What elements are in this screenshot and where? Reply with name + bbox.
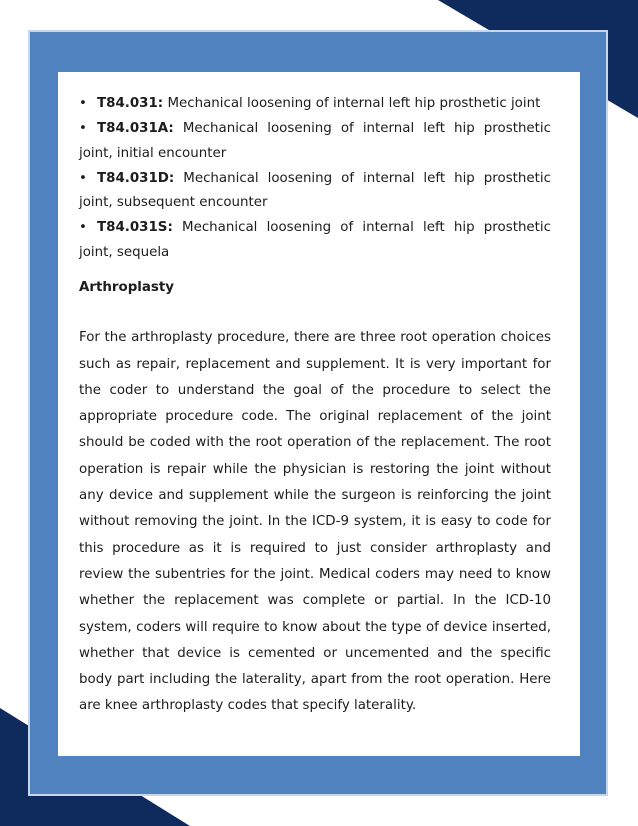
bullet-icon: • xyxy=(79,220,87,236)
body-paragraph: For the arthroplasty procedure, there are three root operation choices such as repair, replacement and supplement. It is very important for the coder to understand the goal of the procedure to select the appropriate procedure code. The original replacement of the joint should be coded with the root operation of the replacement. The root operation is repair while the physician is restoring the joint without any device and supplement while the surgeon is reinforcing the joint without removing the joint. In the ICD-9 system, it is easy to code for this procedure as it is required to just consider arthroplasty and review the subentries for the joint. Medical coders may need to know whether the replacement was complete or partial. In the ICD-10 system, coders will require to know about the type of device inserted, whether that device is cemented or uncemented and the specific body part including the laterality, apart from the root operation. Here are knee arthroplasty codes that specify laterality. xyxy=(79,330,551,714)
document-page xyxy=(58,72,580,756)
code-id: T84.031: xyxy=(97,96,164,111)
code-list-item xyxy=(79,167,551,216)
code-description: Mechanical loosening of internal left hip prosthetic joint, sequela xyxy=(79,220,552,261)
section-heading: Arthroplasty xyxy=(79,279,175,295)
code-id: T84.031S: xyxy=(97,220,173,236)
code-id: T84.031A: xyxy=(97,121,174,137)
bullet-icon: • xyxy=(79,170,87,186)
code-list-item xyxy=(79,92,551,117)
code-description: Mechanical loosening of internal left hip prosthetic joint, initial encounter xyxy=(79,121,551,161)
code-id: T84.031D: xyxy=(97,170,175,186)
code-description: Mechanical loosening of internal left hip prosthetic joint, subsequent encounter xyxy=(79,170,551,211)
code-description: Mechanical loosening of internal left hip prosthetic joint xyxy=(167,96,541,111)
code-list-item xyxy=(79,117,551,166)
bullet-icon: • xyxy=(79,121,87,137)
code-list-item xyxy=(79,216,551,265)
bullet-icon: • xyxy=(79,96,87,111)
